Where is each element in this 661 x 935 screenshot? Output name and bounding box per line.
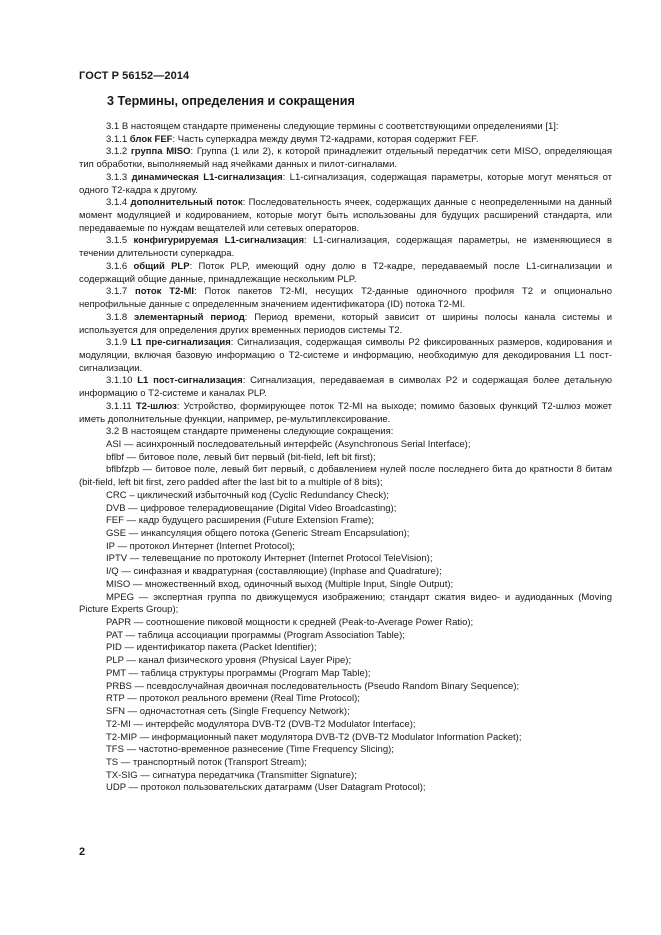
term-name: группа MISO <box>130 146 191 158</box>
abbreviation-item: PMT — таблица структуры программы (Program Map Table); <box>106 667 371 679</box>
abbreviation-item: DVB — цифровое телерадиовещание (Digital Video Broadcasting); <box>106 502 397 514</box>
abbreviation-item: TS — транспортный поток (Transport Stream); <box>106 756 307 768</box>
term-paragraph: 3.1.11 Т2-шлюз: Устройство, формирующее поток Т2-MI на выходе; помимо базовых функций Т2-шлюз может иметь дополнительные функции, например, ре-мультиплексирование. <box>79 400 613 425</box>
term-name: поток T2-MI <box>134 286 195 298</box>
abbreviation-item: GSE — инкапсуляция общего потока (Generic Stream Encapsulation); <box>106 528 410 539</box>
abbreviation-item: SFN — одночастотная сеть (Single Frequency Network); <box>106 706 350 718</box>
abbreviation-item: UDP — протокол пользовательских датаграмм (User Datagram Protocol); <box>106 782 426 794</box>
term-paragraph: 3.1.6 общий PLP: Поток PLP, имеющий одну долю в Т2-кадре, передаваемый после L1-сигнализации и содержащий общие данные, принадлежащие нескольким PLP. <box>79 260 613 285</box>
term-paragraph: 3.1.3 динамическая L1-сигнализация: L1-сигнализация, содержащая параметры, которые могут меняться от одного Т2-кадра к другому. <box>79 171 612 196</box>
term-name: L1 пост-сигнализация <box>137 375 243 387</box>
term-name: Т2-шлюз <box>135 400 177 412</box>
abbreviation-item: PID — идентификатор пакета (Packet Identifier); <box>106 642 317 654</box>
term-name: дополнительный поток <box>130 197 243 209</box>
term-paragraph: 3.1.8 элементарный период: Период времени, который зависит от ширины полосы канала системы и используется для определения других временных периодов системы Т2. <box>79 311 612 336</box>
term-name: динамическая L1-сигнализация <box>131 171 283 183</box>
term-name: блок FEF <box>129 133 173 145</box>
abbreviation-item: bflbf — битовое поле, левый бит первый (bit-field, left bit first); <box>106 451 376 463</box>
term-paragraph: 3.1.4 дополнительный поток: Последовательность ячеек, содержащих данные с неопределенными на данный момент модуляцией и кодированием, которые могут быть использованы для будущих расширений стандарта, или передаваемые по нуждам вещателей или сетевых операторов. <box>79 197 612 234</box>
abbreviation-item: PAPR — соотношение пиковой мощности к средней (Peak-to-Average Power Ratio); <box>106 617 474 629</box>
abbreviation-item: PLP — канал физического уровня (Physical Layer Pipe); <box>106 655 352 667</box>
abbreviation-item: FEF — кадр будущего расширения (Future Extension Frame); <box>106 515 374 527</box>
abbreviation-item: IPTV — телевещание по протоколу Интернет (Internet Protocol TeleVision); <box>106 553 433 565</box>
terms-intro: 3.1 В настоящем стандарте применены следующие термины с соответствующими определениями [1]: <box>106 121 559 132</box>
abbreviation-item: IP — протокол Интернет (Internet Protocol); <box>106 540 295 552</box>
term-name: L1 пре-сигнализация <box>130 337 231 349</box>
standard-header: ГОСТ Р 56152—2014 <box>79 70 190 82</box>
section-title: 3 Термины, определения и сокращения <box>107 94 355 108</box>
abbreviation-item: TX-SIG — сигнатура передатчика (Transmitter Signature); <box>106 769 357 781</box>
term-paragraph: 3.1.9 L1 пре-сигнализация: Сигнализация, содержащая символы Р2 фиксированных размеров, кодирования и модуляции, включая базовую информацию о Т2-системе и информацию, необходимую для декодирования L1 пост-сигнализации. <box>79 337 613 374</box>
abbreviation-item: T2-MIP — информационный пакет модулятора DVB-T2 (DVB-T2 Modulator Information Packet); <box>106 731 522 743</box>
term-name: элементарный период <box>133 311 245 323</box>
abbreviation-item: PRBS — псевдослучайная двоичная последовательность (Pseudo Random Binary Sequence); <box>106 680 520 692</box>
abbreviation-item: bflbfzpb — битовое поле, левый бит первый, с добавлением нулей после последнего бита до кратности 8 битам (bit-field, left bit first, zero padded after the last bit to a multiple of 8 bits); <box>79 464 612 489</box>
term-paragraph: 3.1.7 поток T2-MI: Поток пакетов Т2-MI, несущих Т2-данные одиночного профиля Т2 и опционально непрофильные данные с определенным значением идентификатора (ID) потока Т2-MI. <box>79 286 612 311</box>
abbreviation-item: MPEG — экспертная группа по движущемуся изображению; стандарт сжатия видео- и аудиоданных (Moving Picture Experts Group); <box>79 591 612 616</box>
abbreviation-item: TFS — частотно-временное разнесение (Time Frequency Slicing); <box>106 744 394 756</box>
term-paragraph: 3.1.5 конфигурируемая L1-сигнализация: L1-сигнализация, содержащая параметры, не изменяющиеся в течении длительности суперкадра. <box>79 235 613 260</box>
abbreviation-item: RTP — протокол реального времени (Real Time Protocol); <box>106 693 360 705</box>
term-name: конфигурируемая L1-сигнализация <box>133 235 305 247</box>
term-paragraph: 3.1.2 группа MISO: Группа (1 или 2), к которой принадлежит отдельный передатчик сети MISO, определяющая тип обработки, выполняемый над ячейками данных и пилот-сигналами. <box>79 146 613 171</box>
page-number: 2 <box>79 846 86 858</box>
abbreviations-intro: 3.2 В настоящем стандарте применены следующие сокращения: <box>106 426 394 438</box>
term-paragraph: 3.1.1 блок FEF: Часть суперкадра между двумя Т2-кадрами, которая содержит FEF. <box>106 133 479 145</box>
term-name: общий PLP <box>133 260 190 272</box>
abbreviation-item: T2-MI — интерфейс модулятора DVB-T2 (DVB-T2 Modulator Interface); <box>106 718 416 730</box>
abbreviation-item: MISO — множественный вход, одиночный выход (Multiple Input, Single Output); <box>106 578 454 590</box>
document-body <box>79 121 612 795</box>
abbreviation-item: CRC – циклический избыточный код (Cyclic Redundancy Check); <box>106 489 389 501</box>
abbreviation-item: PAT — таблица ассоциации программы (Program Association Table); <box>106 629 405 641</box>
abbreviation-item: ASI — асинхронный последовательный интерфейс (Asynchronous Serial Interface); <box>106 438 471 450</box>
term-paragraph: 3.1.10 L1 пост-сигнализация: Сигнализация, передаваемая в символах Р2 и содержащая более детальную информацию о Т2-системе и каналах PLP. <box>79 375 613 400</box>
abbreviation-item: I/Q — синфазная и квадратурная (составляющие) (Inphase and Quadrature); <box>106 566 442 578</box>
